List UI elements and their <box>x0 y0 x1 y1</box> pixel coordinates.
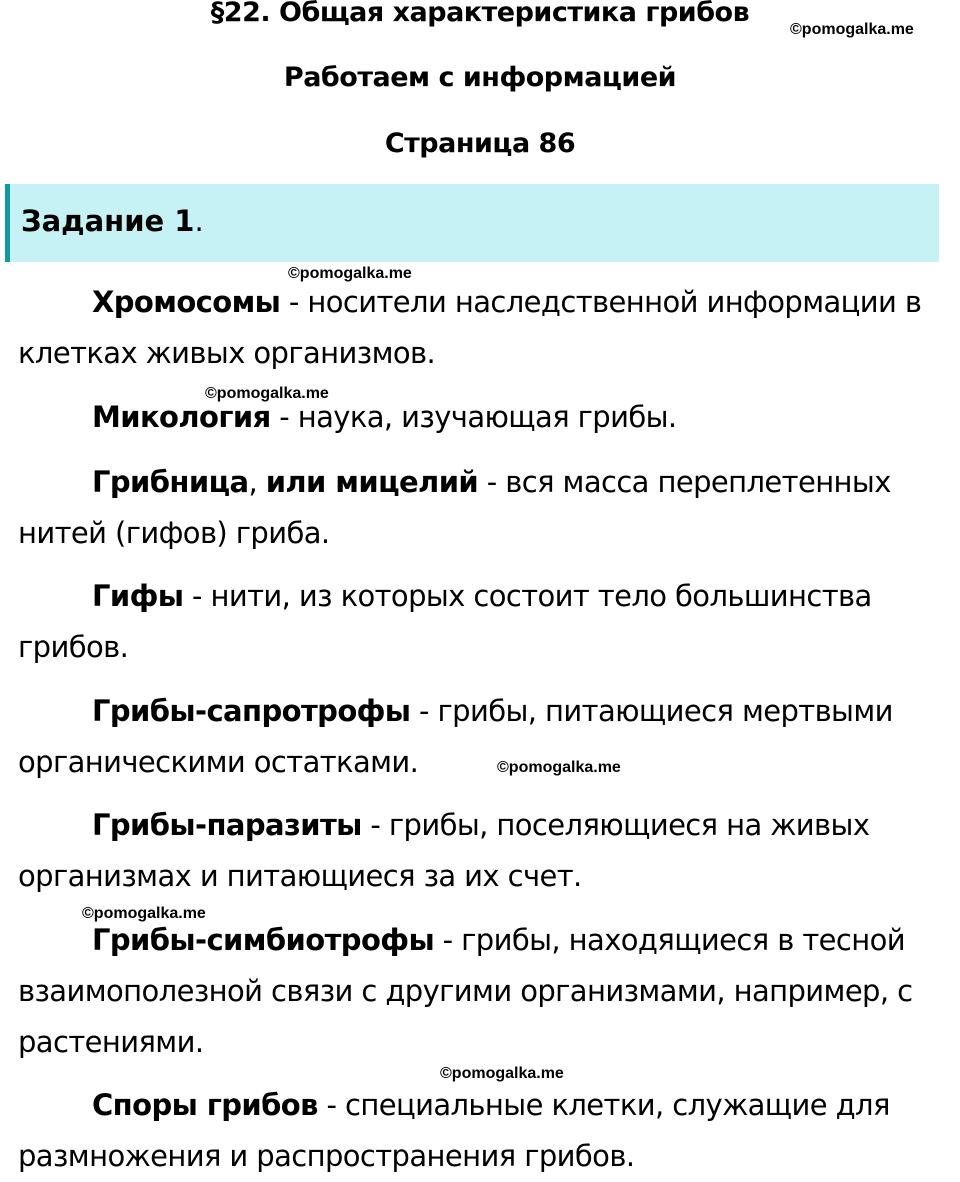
term: Грибы-паразиты <box>92 808 362 842</box>
watermark: ©pomogalka.me <box>82 905 206 922</box>
definition-saprotrophs: Грибы-сапротрофы - грибы, питающиеся мертвыми органическими остатками. <box>18 694 893 779</box>
definition-symbiotrophs: Грибы-симбиотрофы - грибы, находящиеся в тесной взаимополезной связи с другими организмами, например, с растениями. <box>18 923 913 1059</box>
watermark: ©pomogalka.me <box>288 265 412 282</box>
term: Грибы-симбиотрофы <box>92 923 435 957</box>
section-subtitle: Работаем с информацией <box>283 62 677 93</box>
task-label: Задание 1. <box>21 204 204 238</box>
definition-chromosomes: Хромосомы - носители наследственной информации в клетках живых организмов. <box>18 285 922 370</box>
definition-hyphae: Гифы - нити, из которых состоит тело большинства грибов. <box>18 579 872 664</box>
definition-parasites: Грибы-паразиты - грибы, поселяющиеся на живых организмах и питающиеся за их счет. <box>18 808 870 893</box>
term: Грибы-сапротрофы <box>92 694 411 728</box>
term: Споры грибов <box>92 1088 318 1122</box>
definition-mycology: Микология - наука, изучающая грибы. <box>92 400 677 434</box>
term: Микология <box>92 400 271 434</box>
watermark: ©pomogalka.me <box>790 21 914 38</box>
term: Грибница <box>92 465 249 499</box>
term-alt: или мицелий <box>265 465 479 499</box>
watermark: ©pomogalka.me <box>205 385 329 402</box>
page-title: §22. Общая характеристика грибов <box>210 0 750 28</box>
watermark: ©pomogalka.me <box>440 1065 564 1082</box>
term: Гифы <box>92 579 184 613</box>
watermark: ©pomogalka.me <box>497 759 621 776</box>
definition-spores: Споры грибов - специальные клетки, служащие для размножения и распространения грибов. <box>18 1088 890 1173</box>
term: Хромосомы <box>92 285 281 319</box>
definition-mycelium: Грибница, или мицелий - вся масса переплетенных нитей (гифов) гриба. <box>18 465 891 550</box>
page-number-heading: Страница 86 <box>384 128 576 159</box>
task-header <box>5 184 939 262</box>
